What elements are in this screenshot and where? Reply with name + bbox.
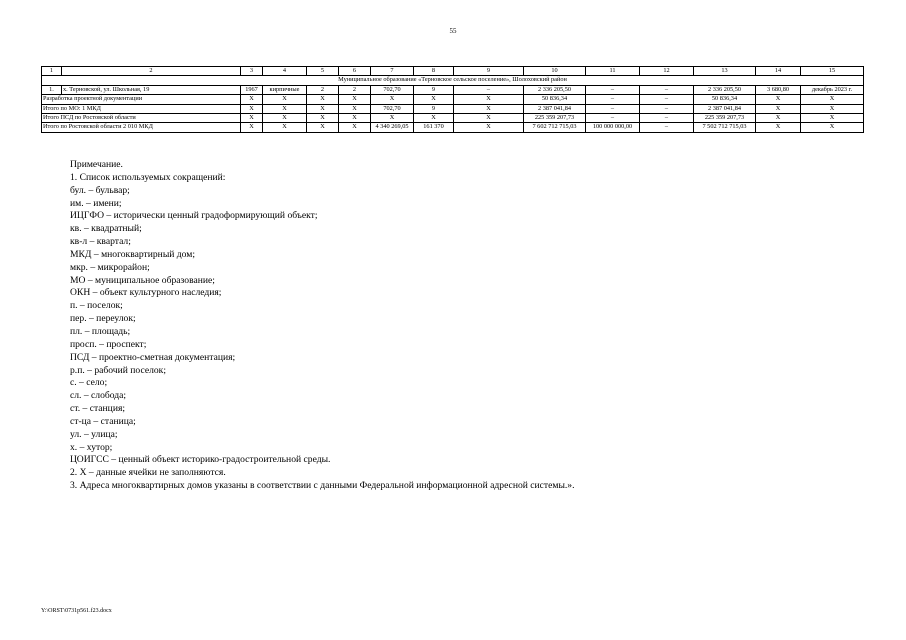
table-cell: 9 [454, 67, 524, 76]
table-cell: 4 340 269,05 [371, 123, 414, 132]
note-line: 3. Адреса многоквартирных домов указаны в соответствии с данными Федеральной информационной адресной системы.». [70, 480, 575, 492]
notes-section [70, 159, 575, 493]
table-cell: Х [241, 123, 263, 132]
table-cell: 5 [307, 67, 339, 76]
table-cell: Х [339, 123, 371, 132]
note-line: ст-ца – станица; [70, 415, 136, 427]
table-cell: Х [454, 123, 524, 132]
note-line: 1. Список используемых сокращений: [70, 171, 226, 183]
table-cell: Х [454, 95, 524, 104]
table-cell: Разработка проектной документации [42, 95, 241, 104]
note-line: х. – хутор; [70, 441, 113, 453]
note-line: сл. – слобода; [70, 390, 127, 402]
note-line: просп. – проспект; [70, 338, 147, 350]
table-cell: – [640, 114, 694, 123]
table-cell: 3 680,80 [756, 85, 801, 94]
note-line: р.п. – рабочий поселок; [70, 364, 167, 376]
table-cell: 2 [307, 85, 339, 94]
table-cell: 1967 [241, 85, 263, 94]
table-cell: Х [371, 114, 414, 123]
table-cell: Х [307, 123, 339, 132]
table-cell: Х [263, 123, 307, 132]
table-cell: – [640, 85, 694, 94]
table-cell: Х [339, 104, 371, 113]
table-cell: 225 359 207,73 [694, 114, 756, 123]
table-cell: 6 [339, 67, 371, 76]
table-cell: Х [307, 95, 339, 104]
table-cell: 2 [62, 67, 241, 76]
table-cell: Х [339, 95, 371, 104]
note-line: с. – село; [70, 377, 108, 389]
table-cell: Х [414, 95, 454, 104]
note-line: пер. – переулок; [70, 313, 136, 325]
table-cell: Х [454, 114, 524, 123]
note-line: МКД – многоквартирный дом; [70, 248, 196, 260]
table-cell: Х [371, 95, 414, 104]
table-cell: 1 [42, 67, 62, 76]
table-cell: Х [307, 114, 339, 123]
table-cell: Х [801, 123, 864, 132]
table-cell: 2 336 205,50 [524, 85, 586, 94]
table-cell: Итого по Ростовской области 2 010 МКД [42, 123, 241, 132]
file-path-footer: Y:\ORST\0731p561.f23.docx [41, 608, 112, 614]
table-cell: 12 [640, 67, 694, 76]
page-number: 55 [449, 27, 457, 35]
note-line: бул. – бульвар; [70, 184, 130, 196]
table-cell: 13 [694, 67, 756, 76]
table-cell: 3 [241, 67, 263, 76]
note-line: ЦОИГСС – ценный объект историко-градостроительной среды. [70, 454, 331, 466]
table-cell: – [454, 85, 524, 94]
table-cell: 225 359 207,73 [524, 114, 586, 123]
table-cell: Х [756, 95, 801, 104]
table-cell: Х [263, 114, 307, 123]
column-number-row [42, 67, 864, 76]
table-cell: 2 336 205,50 [694, 85, 756, 94]
table-cell: Х [339, 114, 371, 123]
note-line: ул. – улица; [70, 428, 118, 440]
table-cell: Х [241, 95, 263, 104]
table-cell: – [586, 114, 640, 123]
table-cell: 7 602 712 715,03 [524, 123, 586, 132]
table-cell: 10 [524, 67, 586, 76]
table-cell: Х [801, 114, 864, 123]
table-cell: Х [263, 95, 307, 104]
table-cell: – [640, 104, 694, 113]
table-cell: 7 [371, 67, 414, 76]
table-cell: 9 [414, 104, 454, 113]
table-cell: – [640, 95, 694, 104]
table-cell: Х [241, 104, 263, 113]
table-row [42, 123, 864, 132]
note-line: Примечание. [70, 159, 123, 170]
table-cell: х. Терновской, ул. Школьная, 19 [62, 85, 241, 94]
table-cell: 2 387 041,84 [524, 104, 586, 113]
table-cell: Итого по МО: 1 МКД [42, 104, 241, 113]
table-row [42, 114, 864, 123]
note-line: пл. – площадь; [70, 325, 131, 337]
table-cell: 4 [263, 67, 307, 76]
table-cell: 9 [414, 85, 454, 94]
note-line: ОКН – объект культурного наследия; [70, 287, 222, 299]
note-line: мкр. – микрорайон; [70, 261, 150, 273]
table-cell: – [586, 104, 640, 113]
table-cell: 1. [42, 85, 62, 94]
table-cell: – [586, 85, 640, 94]
note-line: ст. – станция; [70, 403, 126, 415]
table-cell: декабрь 2023 г. [801, 85, 864, 94]
note-line: ИЦГФО – исторически ценный градоформирующий объект; [70, 210, 318, 222]
table-cell: 50 836,34 [694, 95, 756, 104]
table-cell: Х [801, 104, 864, 113]
table-cell: Итого ПСД по Ростовской области [42, 114, 241, 123]
note-line: кв. – квадратный; [70, 223, 142, 235]
table-cell: Х [801, 95, 864, 104]
table-cell: Муниципальное образование «Терновское сельское поселение», Шолоховский район [42, 76, 864, 85]
table-cell: 14 [756, 67, 801, 76]
note-line: МО – муниципальное образование; [70, 274, 215, 286]
table-row [42, 85, 864, 94]
table-cell: Х [241, 114, 263, 123]
table-cell: – [640, 123, 694, 132]
table-row [42, 104, 864, 113]
table-cell: Х [756, 123, 801, 132]
note-line: им. – имени; [70, 197, 122, 209]
table-cell: 2 387 041,84 [694, 104, 756, 113]
note-line: п. – поселок; [70, 300, 123, 312]
table-cell: – [586, 95, 640, 104]
note-line: 2. Х – данные ячейки не заполняются. [70, 467, 226, 479]
table-cell: Х [454, 104, 524, 113]
note-line: ПСД – проектно-сметная документация; [70, 351, 236, 363]
table-cell: 15 [801, 67, 864, 76]
table-cell: 7 502 712 715,03 [694, 123, 756, 132]
group-title-row [42, 76, 864, 85]
table-cell: 702,70 [371, 104, 414, 113]
table-cell: 100 000 000,00 [586, 123, 640, 132]
table-cell: Х [414, 114, 454, 123]
table-cell: 11 [586, 67, 640, 76]
table-cell: 161 370 [414, 123, 454, 132]
table-cell: 2 [339, 85, 371, 94]
apartment-buildings-table [41, 66, 864, 133]
table-cell: Х [756, 114, 801, 123]
table-cell: 702,70 [371, 85, 414, 94]
table-cell: 50 836,34 [524, 95, 586, 104]
table-cell: 8 [414, 67, 454, 76]
note-line: кв-л – квартал; [70, 236, 131, 248]
table-cell: кирпичные [263, 85, 307, 94]
table-cell: Х [263, 104, 307, 113]
table-row [42, 95, 864, 104]
table-cell: Х [756, 104, 801, 113]
table-cell: Х [307, 104, 339, 113]
